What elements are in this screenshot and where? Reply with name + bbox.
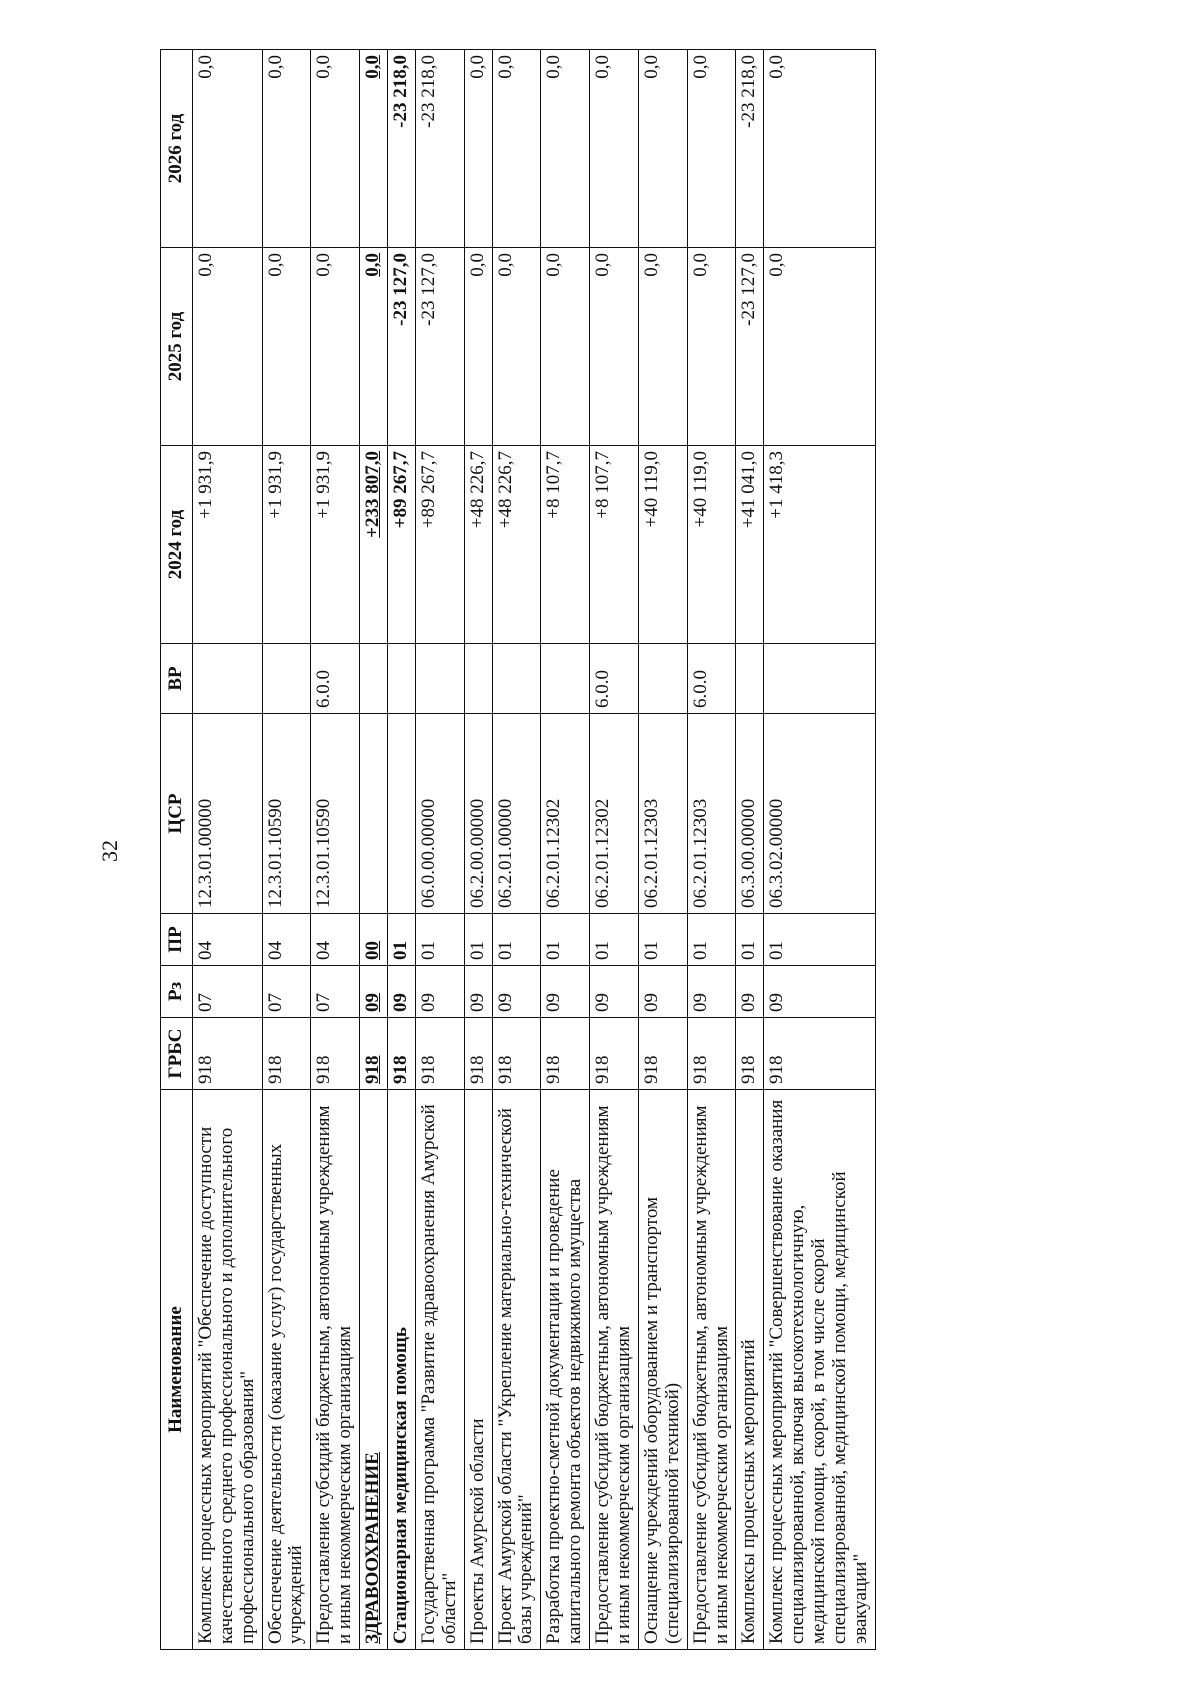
cell-grbs: 918: [262, 1018, 311, 1090]
cell-vr: [492, 644, 541, 714]
cell-pr: 01: [415, 914, 464, 966]
cell-2026: 0,0: [192, 50, 262, 248]
budget-table: [160, 49, 876, 1650]
cell-pr: 01: [590, 914, 639, 966]
cell-name: Государственная программа "Развитие здравоохранения Амурской области": [415, 1090, 464, 1650]
cell-2024: +8 107,7: [590, 446, 639, 644]
cell-csr: 06.2.01.12302: [541, 714, 590, 914]
cell-vr: [541, 644, 590, 714]
cell-2026: -23 218,0: [388, 50, 416, 248]
cell-pr: 01: [492, 914, 541, 966]
table-row: [262, 50, 311, 1650]
cell-pr: 01: [687, 914, 736, 966]
cell-rz: 09: [687, 966, 736, 1018]
cell-name: Предоставление субсидий бюджетным, автономным учреждениям и иным некоммерческим организациям: [311, 1090, 360, 1650]
table-row: [415, 50, 464, 1650]
cell-2026: 0,0: [638, 50, 687, 248]
cell-csr: 06.2.00.00000: [464, 714, 492, 914]
header-name: Наименование: [161, 1090, 193, 1650]
header-rz: Рз: [161, 966, 193, 1018]
cell-pr: 01: [388, 914, 416, 966]
cell-2025: 0,0: [262, 248, 311, 446]
cell-2024: +48 226,7: [464, 446, 492, 644]
table-row: [492, 50, 541, 1650]
cell-pr: 00: [360, 914, 388, 966]
cell-vr: [360, 644, 388, 714]
cell-name: Стационарная медицинская помощь: [388, 1090, 416, 1650]
cell-rz: 09: [360, 966, 388, 1018]
cell-name: Проект Амурской области "Укрепление материально-технической базы учреждений": [492, 1090, 541, 1650]
cell-vr: [464, 644, 492, 714]
cell-grbs: 918: [541, 1018, 590, 1090]
cell-rz: 09: [415, 966, 464, 1018]
cell-2024: +233 807,0: [360, 446, 388, 644]
cell-vr: [192, 644, 262, 714]
cell-csr: 12.3.01.10590: [262, 714, 311, 914]
cell-rz: 09: [736, 966, 764, 1018]
cell-2026: 0,0: [590, 50, 639, 248]
cell-vr: [262, 644, 311, 714]
cell-2025: 0,0: [311, 248, 360, 446]
cell-pr: 01: [464, 914, 492, 966]
cell-2026: 0,0: [687, 50, 736, 248]
cell-csr: 12.3.01.00000: [192, 714, 262, 914]
cell-2024: +1 931,9: [311, 446, 360, 644]
header-2026: 2026 год: [161, 50, 193, 248]
table-row: [311, 50, 360, 1650]
cell-pr: 01: [541, 914, 590, 966]
cell-2024: +40 119,0: [687, 446, 736, 644]
cell-2025: 0,0: [192, 248, 262, 446]
cell-csr: 06.2.01.12302: [590, 714, 639, 914]
cell-grbs: 918: [590, 1018, 639, 1090]
cell-grbs: 918: [687, 1018, 736, 1090]
cell-2024: +41 041,0: [736, 446, 764, 644]
cell-2024: +89 267,7: [415, 446, 464, 644]
cell-csr: 06.3.02.00000: [764, 714, 875, 914]
cell-rz: 09: [590, 966, 639, 1018]
cell-2026: -23 218,0: [415, 50, 464, 248]
cell-csr: 12.3.01.10590: [311, 714, 360, 914]
cell-csr: 06.2.01.12303: [638, 714, 687, 914]
cell-pr: 01: [736, 914, 764, 966]
cell-2026: 0,0: [262, 50, 311, 248]
cell-rz: 09: [764, 966, 875, 1018]
header-pr: ПР: [161, 914, 193, 966]
cell-name: Комплексы процессных мероприятий: [736, 1090, 764, 1650]
cell-csr: 06.3.00.00000: [736, 714, 764, 914]
cell-rz: 07: [262, 966, 311, 1018]
cell-vr: [388, 644, 416, 714]
table-row: [464, 50, 492, 1650]
cell-2025: 0,0: [464, 248, 492, 446]
header-grbs: ГРБС: [161, 1018, 193, 1090]
cell-pr: 01: [638, 914, 687, 966]
cell-name: Комплекс процессных мероприятий "Совершенствование оказания специализированной, включая высокотехнологичную, медицинской помощи, скорой, в том числе скорой специализированной, медицинской помощи, медицинской эвакуации": [764, 1090, 875, 1650]
cell-2026: 0,0: [311, 50, 360, 248]
cell-grbs: 918: [736, 1018, 764, 1090]
cell-2026: 0,0: [541, 50, 590, 248]
cell-name: Комплекс процессных мероприятий "Обеспечение доступности качественного среднего профессионального и дополнительного профессионального образования": [192, 1090, 262, 1650]
cell-name: Обеспечение деятельности (оказание услуг) государственных учреждений: [262, 1090, 311, 1650]
table-header-row: [161, 50, 193, 1650]
cell-2025: 0,0: [541, 248, 590, 446]
cell-name: Проекты Амурской области: [464, 1090, 492, 1650]
table-row: [541, 50, 590, 1650]
cell-csr: 06.2.01.12303: [687, 714, 736, 914]
header-csr: ЦСР: [161, 714, 193, 914]
rotated-page-content: [160, 50, 1020, 1650]
header-vr: ВР: [161, 644, 193, 714]
header-2025: 2025 год: [161, 248, 193, 446]
cell-csr: 06.0.00.00000: [415, 714, 464, 914]
cell-vr: 6.0.0: [311, 644, 360, 714]
cell-2025: 0,0: [492, 248, 541, 446]
header-2024: 2024 год: [161, 446, 193, 644]
cell-rz: 09: [492, 966, 541, 1018]
cell-rz: 09: [464, 966, 492, 1018]
cell-2025: 0,0: [590, 248, 639, 446]
cell-grbs: 918: [192, 1018, 262, 1090]
cell-name: Предоставление субсидий бюджетным, автономным учреждениям и иным некоммерческим организациям: [687, 1090, 736, 1650]
cell-grbs: 918: [388, 1018, 416, 1090]
cell-vr: [415, 644, 464, 714]
table-row: [638, 50, 687, 1650]
cell-2026: 0,0: [464, 50, 492, 248]
cell-grbs: 918: [638, 1018, 687, 1090]
table-row-subsection: [388, 50, 416, 1650]
cell-vr: [736, 644, 764, 714]
page-number: 32: [97, 840, 122, 862]
cell-2026: -23 218,0: [736, 50, 764, 248]
cell-2025: -23 127,0: [736, 248, 764, 446]
cell-2024: +48 226,7: [492, 446, 541, 644]
cell-name: ЗДРАВООХРАНЕНИЕ: [360, 1090, 388, 1650]
cell-pr: 04: [262, 914, 311, 966]
table-row: [764, 50, 875, 1650]
cell-2024: +89 267,7: [388, 446, 416, 644]
table-row: [590, 50, 639, 1650]
cell-csr: [388, 714, 416, 914]
cell-rz: 09: [541, 966, 590, 1018]
cell-pr: 04: [311, 914, 360, 966]
cell-vr: 6.0.0: [590, 644, 639, 714]
cell-2026: 0,0: [764, 50, 875, 248]
cell-grbs: 918: [764, 1018, 875, 1090]
cell-rz: 07: [311, 966, 360, 1018]
cell-2024: +40 119,0: [638, 446, 687, 644]
cell-2025: 0,0: [764, 248, 875, 446]
cell-pr: 01: [764, 914, 875, 966]
cell-grbs: 918: [311, 1018, 360, 1090]
cell-rz: 09: [638, 966, 687, 1018]
table-row-section-healthcare: [360, 50, 388, 1650]
cell-grbs: 918: [415, 1018, 464, 1090]
cell-rz: 07: [192, 966, 262, 1018]
cell-vr: [764, 644, 875, 714]
cell-2026: 0,0: [492, 50, 541, 248]
cell-grbs: 918: [464, 1018, 492, 1090]
table-row: [192, 50, 262, 1650]
cell-2025: 0,0: [638, 248, 687, 446]
cell-name: Предоставление субсидий бюджетным, автономным учреждениям и иным некоммерческим организациям: [590, 1090, 639, 1650]
cell-vr: [638, 644, 687, 714]
cell-2025: -23 127,0: [388, 248, 416, 446]
cell-grbs: 918: [492, 1018, 541, 1090]
table-row: [736, 50, 764, 1650]
cell-2025: -23 127,0: [415, 248, 464, 446]
cell-name: Разработка проектно-сметной документации и проведение капитального ремонта объектов недвижимого имущества: [541, 1090, 590, 1650]
cell-2025: 0,0: [687, 248, 736, 446]
cell-2025: 0,0: [360, 248, 388, 446]
cell-name: Оснащение учреждений оборудованием и транспортом (специализированной техникой): [638, 1090, 687, 1650]
cell-rz: 09: [388, 966, 416, 1018]
cell-grbs: 918: [360, 1018, 388, 1090]
cell-2024: +1 931,9: [192, 446, 262, 644]
cell-2024: +1 931,9: [262, 446, 311, 644]
cell-pr: 04: [192, 914, 262, 966]
cell-csr: 06.2.01.00000: [492, 714, 541, 914]
cell-2024: +8 107,7: [541, 446, 590, 644]
cell-2026: 0,0: [360, 50, 388, 248]
cell-vr: 6.0.0: [687, 644, 736, 714]
table-row: [687, 50, 736, 1650]
cell-2024: +1 418,3: [764, 446, 875, 644]
cell-csr: [360, 714, 388, 914]
